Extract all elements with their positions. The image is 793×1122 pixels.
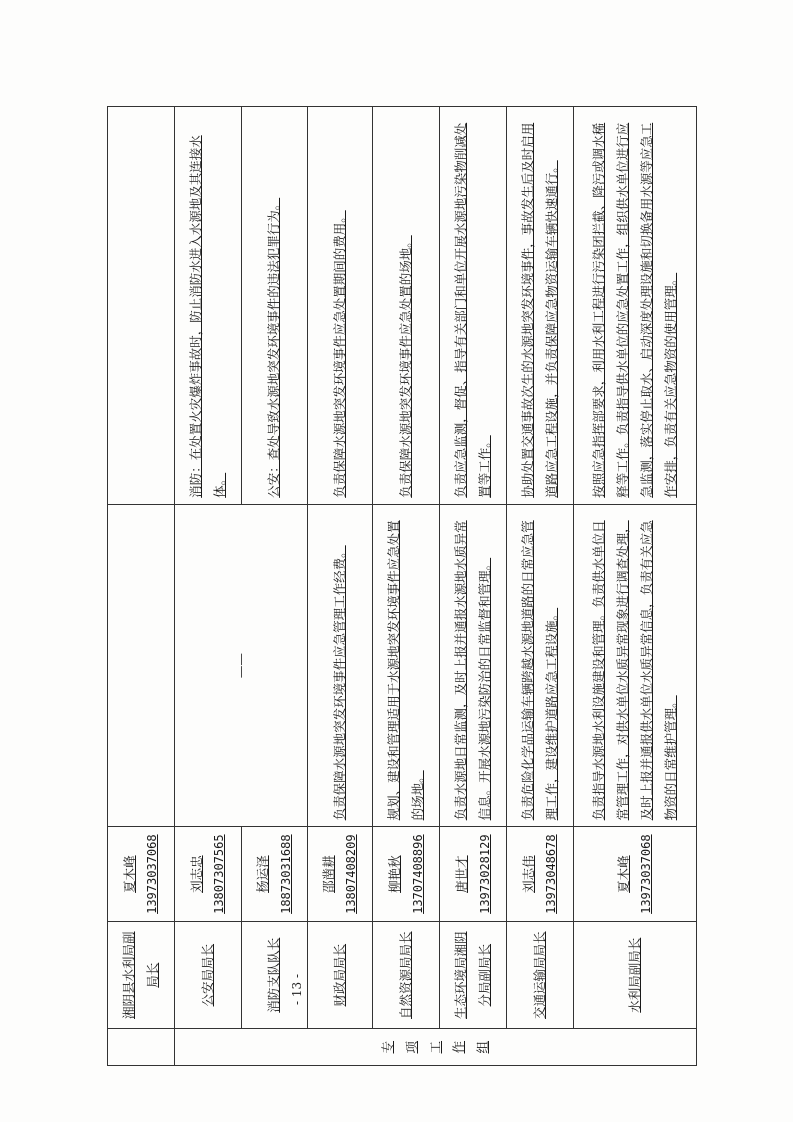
- duty-text: 负责指导水源地水利设施建设和管理。负责供水单位日常管理工作，对供水单位水质异常现象进行调查处理，及时上报并通报供水单位水质异常信息，负责有关应急物资的日常维护管理。: [591, 520, 678, 821]
- responsibility-table: [107, 106, 697, 1066]
- person-cell: [440, 827, 507, 922]
- table-row: [307, 107, 373, 1066]
- table-row: [440, 107, 507, 1066]
- sub-cell: [440, 107, 507, 505]
- sub-text: 负责保障水源地突发环境事件应急处置期间的费用。: [332, 210, 347, 498]
- person-cell: [108, 827, 175, 922]
- merged-mark: ——: [232, 653, 248, 679]
- duty-text: 负责保障水源地突发环境事件应急管理工作经费。: [332, 545, 347, 821]
- person-phone: 13973028129: [477, 834, 492, 914]
- duty-text: 负责危险化学品运输车辆跨越水源地道路的日常应急管理工作，建设维护道路应急工程设施。: [520, 520, 559, 821]
- duty-text: 规划、建设和管理适用于水源地突发环境事件应急处置的场地。: [386, 520, 426, 821]
- sub-cell: [507, 107, 574, 505]
- person-phone: 13973037068: [639, 834, 654, 914]
- duty-cell: [440, 504, 507, 827]
- person-phone: 13973037068: [145, 834, 160, 914]
- person-name: 唐世才: [453, 855, 469, 893]
- person-cell: [507, 827, 574, 922]
- duty-cell: [307, 504, 373, 827]
- table-row: [373, 107, 440, 1066]
- sub-cell: [573, 107, 696, 505]
- page-number: - 13 -: [290, 973, 304, 1005]
- table-row: [507, 107, 574, 1066]
- group-cell-empty: [108, 1029, 175, 1066]
- dept-cell: [573, 921, 696, 1029]
- sub-text: 公安：查处导致水源地突发环境事件的违法犯罪行为。: [266, 197, 282, 498]
- duty-cell: [507, 504, 574, 827]
- group-cell: [174, 1029, 696, 1066]
- sub-cell: [174, 107, 241, 505]
- dept-label: 自然资源局局长: [398, 931, 414, 1019]
- sub-cell: [307, 107, 373, 505]
- sub-cell: [241, 107, 307, 505]
- person-phone: 13807307565: [212, 834, 227, 914]
- person-phone: 13707408896: [410, 834, 425, 914]
- person-name: 邵凿耕: [320, 855, 336, 893]
- dept-label: 消防支队队长: [266, 937, 282, 1013]
- person-phone: 18873031688: [278, 834, 293, 914]
- sub-text: 负责应急监测，督促、指导有关部门和单位开展水源地污染物削减处置等工作。: [453, 122, 493, 498]
- person-phone: 13807408209: [344, 834, 359, 914]
- person-name: 刘志伟: [520, 855, 536, 893]
- person-cell: [307, 827, 373, 922]
- dept-cell: [373, 921, 440, 1029]
- table-row: [108, 107, 175, 1066]
- dept-cell: [507, 921, 574, 1029]
- duty-text: 负责水源地日常监测，及时上报并通报水源地水质异常信息。开展水源地污染防治的日常监督和管理。: [453, 520, 493, 821]
- dept-label: 湘阴县水利局副局长: [121, 931, 160, 1019]
- person-cell: [174, 827, 241, 922]
- sub-text: 按照应急指挥部要求，利用水利工程进行污染团拦截、降污或调水稀释等工作。负责指导供水单位的应急处置工作，组织供水单位进行应急监测，落实停止取水、启动深度处理设施和切换备用水源等应急工作安排，负责有关应急物资的使用管理。: [591, 122, 678, 498]
- sub-cell: [373, 107, 440, 505]
- sub-text: 负责保障水源地突发环境事件应急处置的场地。: [398, 235, 414, 498]
- duty-cell: [573, 504, 696, 827]
- person-name: 柳艳秋: [386, 855, 402, 893]
- person-name: 刘志忠: [188, 855, 204, 893]
- dept-cell: [440, 921, 507, 1029]
- person-name: 夏木峰: [121, 855, 137, 893]
- person-name: 夏木峰: [615, 855, 631, 893]
- duty-cell: [373, 504, 440, 827]
- person-cell: [373, 827, 440, 922]
- group-label: 专项工作组: [380, 1040, 491, 1054]
- dept-label: 财政局局长: [332, 943, 347, 1007]
- person-cell: [573, 827, 696, 922]
- person-name: 杨运泽: [254, 855, 270, 893]
- dept-cell: [174, 921, 241, 1029]
- table-row: [174, 107, 241, 1066]
- person-cell: [241, 827, 307, 922]
- dept-label: 生态环境局湘阴分局副局长: [453, 931, 493, 1019]
- table-row: [573, 107, 696, 1066]
- duty-cell-merged: [174, 504, 307, 827]
- duty-cell: [108, 504, 175, 827]
- sub-text: 协助处置交通事故次生的水源地突发环境事件，事故发生后及时启用道路应急工程设施，并负责保障应急物资运输车辆快速通行。: [520, 122, 559, 498]
- sub-text: 消防：在处置火灾爆炸事故时，防止消防水进入水源地及其连接水体。: [188, 135, 227, 498]
- dept-label: 水利局副局长: [627, 937, 643, 1013]
- dept-cell: [307, 921, 373, 1029]
- dept-label: 公安局局长: [199, 943, 215, 1007]
- dept-cell: [108, 921, 175, 1029]
- person-phone: 13973048678: [544, 834, 559, 914]
- rotated-table-frame: [107, 106, 697, 1066]
- dept-label: 交通运输局局长: [532, 931, 548, 1019]
- sub-cell: [108, 107, 175, 505]
